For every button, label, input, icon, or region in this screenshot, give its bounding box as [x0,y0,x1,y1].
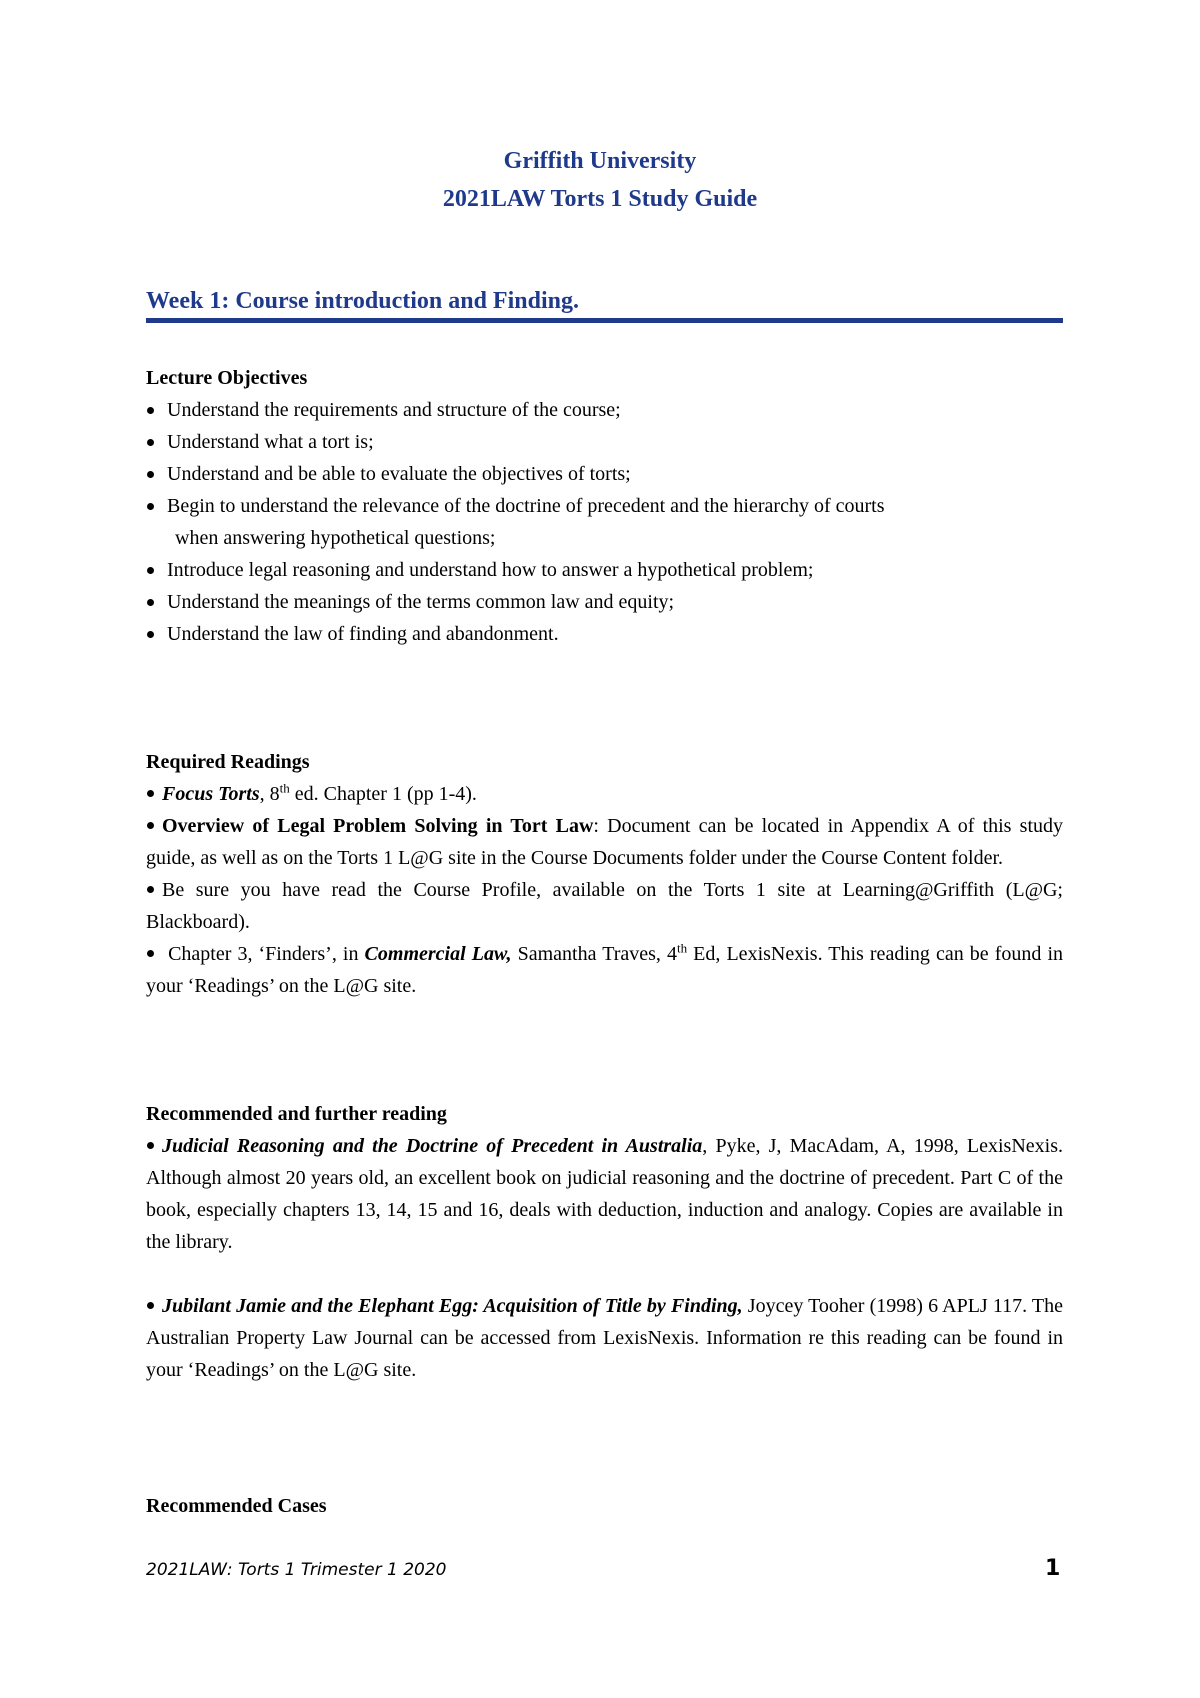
required-readings-section [146,746,1063,1002]
list-item: Begin to understand the relevance of the doctrine of precedent and the hierarchy of courts when answering hypothetical questions; [146,490,1063,554]
week-heading: Week 1: Course introduction and Finding. [146,288,579,314]
objectives-list [146,394,1063,650]
reading-title: Commercial Law, [364,943,512,965]
lecture-objectives-section [146,362,1063,650]
recommended-cases-heading: Recommended Cases [146,1495,327,1517]
lecture-objectives-heading: Lecture Objectives [146,367,308,389]
bullet-icon [147,950,154,957]
bullet-icon [147,1142,154,1149]
recommended-reading-heading: Recommended and further reading [146,1103,447,1125]
university-title: Griffith University [503,148,697,174]
list-item: Understand the requirements and structure of the course; [146,394,1063,426]
list-item-continuation: when answering hypothetical questions; [175,527,496,549]
required-readings-heading: Required Readings [146,751,310,773]
footer-course-line: 2021LAW: Torts 1 Trimester 1 2020 [146,1560,447,1580]
bullet-icon [147,503,154,510]
bullet-icon [147,631,154,638]
reading-item: Focus Torts, 8th ed. Chapter 1 (pp 1-4). [146,778,1063,810]
reading-item: Overview of Legal Problem Solving in Tort Law: Document can be located in Appendix A of this study guide, as well as on the Torts 1 L@G site in the Course Documents folder under the Course Content folder. [146,815,1063,869]
recommended-cases-section [146,1490,1063,1522]
study-guide-title: 2021LAW Torts 1 Study Guide [442,186,758,212]
bullet-icon [147,599,154,606]
list-item: Understand the law of finding and abandonment. [146,618,1063,650]
list-item: Introduce legal reasoning and understand how to answer a hypothetical problem; [146,554,1063,586]
bullet-icon [147,471,154,478]
list-item: Understand what a tort is; [146,426,1063,458]
reading-title: Overview of Legal Problem Solving in Tort Law [162,815,594,837]
reading-title: Focus Torts [162,783,260,805]
bullet-icon [147,439,154,446]
reading-item: Chapter 3, ‘Finders’, in Commercial Law, Samantha Traves, 4th Ed, LexisNexis. This reading can be found in your ‘Readings’ on the L@G site. [146,940,1064,997]
recommended-reading-section [146,1098,1063,1386]
reading-item: Judicial Reasoning and the Doctrine of Precedent in Australia, Pyke, J, MacAdam, A, 1998, LexisNexis. Although almost 20 years old, an excellent book on judicial reasoning and the doctrine of precedent. Part C of the book, especially chapters 13, 14, 15 and 16, deals with deduction, induction and analogy. Copies are available in the library. [146,1135,1063,1253]
list-item: Understand the meanings of the terms common law and equity; [146,586,1063,618]
list-item: Understand and be able to evaluate the objectives of torts; [146,458,1063,490]
bullet-icon [147,1302,154,1309]
bullet-icon [147,407,154,414]
reading-item: Be sure you have read the Course Profile, available on the Torts 1 site at Learning@Griffith (L@G; Blackboard). [146,879,1063,933]
heading-divider [146,318,1063,323]
page-number: 1 [1045,1556,1061,1581]
reading-item: Jubilant Jamie and the Elephant Egg: Acquisition of Title by Finding, Joycey Tooher (1998) 6 APLJ 117. The Australian Property Law Journal can be accessed from LexisNexis. Information re this reading can be found in your ‘Readings’ on the L@G site. [146,1295,1063,1381]
bullet-icon [147,886,154,893]
reading-title: Jubilant Jamie and the Elephant Egg: Acquisition of Title by Finding, [162,1295,743,1317]
bullet-icon [147,567,154,574]
reading-title: Judicial Reasoning and the Doctrine of Precedent in Australia [162,1135,703,1157]
bullet-icon [147,822,154,829]
bullet-icon [147,790,154,797]
